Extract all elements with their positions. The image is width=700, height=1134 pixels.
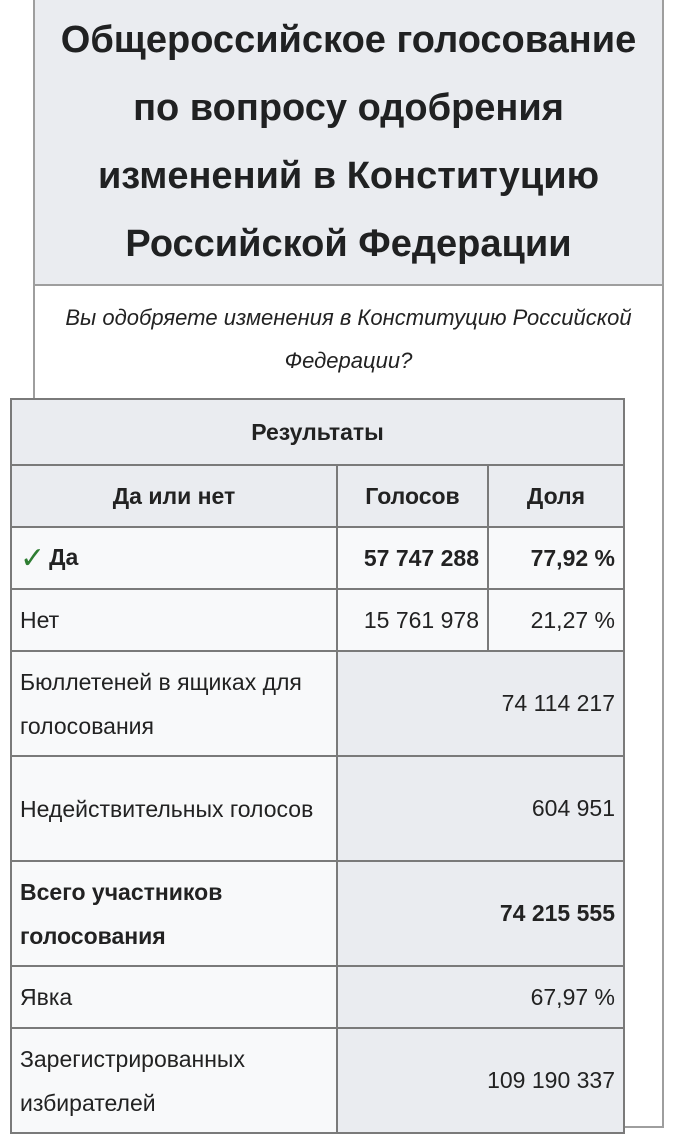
ballots-row (11, 651, 624, 756)
registered-value: 109 190 337 (337, 1028, 624, 1133)
header-choice: Да или нет (11, 465, 337, 527)
result-row-yes (11, 527, 624, 589)
yes-label-cell (11, 527, 337, 589)
results-caption: Результаты (11, 399, 624, 465)
invalid-value: 604 951 (337, 756, 624, 861)
ballots-label: Бюллетеней в ящиках для голосования (11, 651, 337, 756)
no-votes: 15 761 978 (337, 589, 488, 651)
total-label: Всего участников голосования (11, 861, 337, 966)
results-caption-row (11, 399, 624, 465)
referendum-question: Вы одобряете изменения в Конституцию Российской Федерации? (65, 305, 632, 373)
results-table (10, 398, 625, 1134)
invalid-label: Недействительных голосов (11, 756, 337, 861)
header-share: Доля (488, 465, 624, 527)
registered-row (11, 1028, 624, 1133)
check-icon: ✓ (20, 542, 46, 575)
yes-label: Да (49, 544, 79, 570)
total-value: 74 215 555 (337, 861, 624, 966)
result-row-no (11, 589, 624, 651)
infobox-title: Общероссийское голосование по вопросу одобрения изменений в Конституцию Российской Федерации (35, 0, 662, 286)
registered-label: Зарегистрированных избирателей (11, 1028, 337, 1133)
total-row (11, 861, 624, 966)
turnout-value: 67,97 % (337, 966, 624, 1028)
yes-votes: 57 747 288 (337, 527, 488, 589)
header-votes: Голосов (337, 465, 488, 527)
no-label: Нет (11, 589, 337, 651)
results-header-row (11, 465, 624, 527)
turnout-label: Явка (11, 966, 337, 1028)
invalid-row (11, 756, 624, 861)
no-share: 21,27 % (488, 589, 624, 651)
turnout-row (11, 966, 624, 1028)
yes-share: 77,92 % (488, 527, 624, 589)
ballots-value: 74 114 217 (337, 651, 624, 756)
